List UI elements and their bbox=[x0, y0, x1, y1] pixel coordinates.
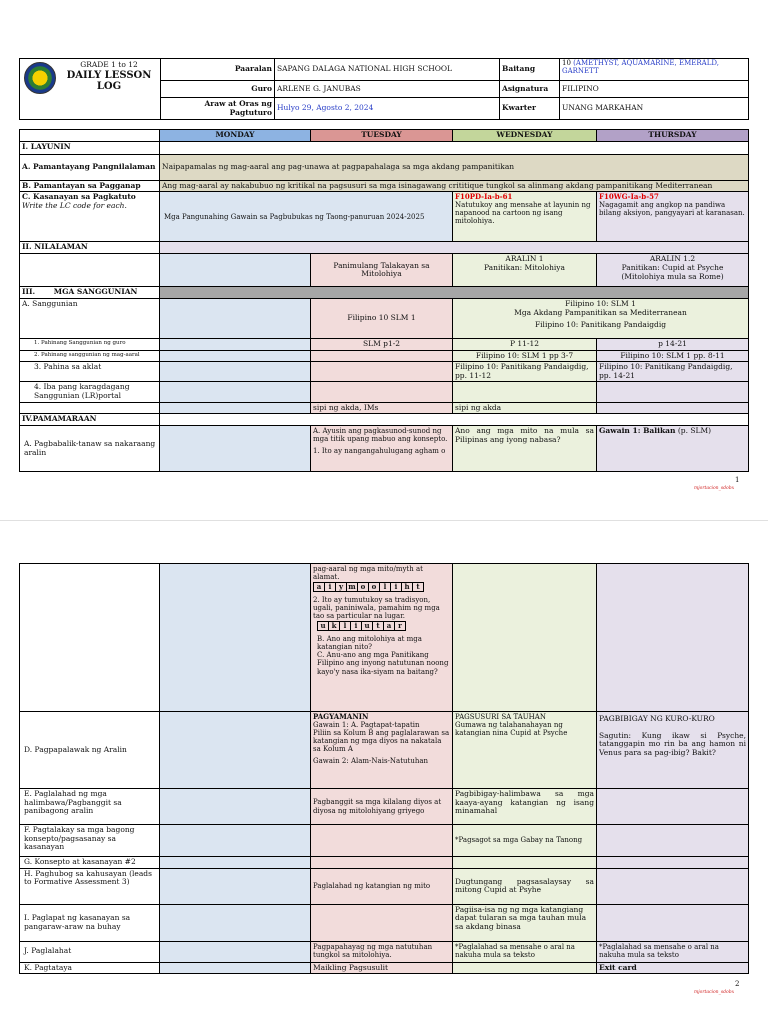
kasanayan-sub: Write the LC code for each. bbox=[22, 200, 127, 210]
araw-label-1: Araw at Oras ng bbox=[204, 99, 272, 109]
h-wed: Dugtungang pagsasalaysay sa mitong Cupid at Psyhe bbox=[453, 868, 597, 904]
cont-2: 2. Ito ay tumutukoy sa tradisyon, ugali, paniniwala, pamahim ng mga tao sa particular na lugar. bbox=[313, 596, 440, 621]
scramble2-letter-box: i bbox=[351, 622, 362, 631]
iba-label: 4. Iba pang karagdagang Sanggunian (LR)portal bbox=[20, 382, 160, 402]
k-tue: Maikling Pagsusulit bbox=[311, 962, 453, 974]
aralin-1: ARALIN 1 bbox=[505, 254, 544, 264]
palawak-tue-1: Gawain 1: A. Pagtapat-tapatin bbox=[313, 721, 420, 730]
cont-b: B. Ano ang mitolohiya at mga katangian nito? bbox=[317, 635, 422, 652]
paaralan-label: Paaralan bbox=[161, 59, 275, 81]
scramble1-letter-box: i bbox=[391, 583, 402, 592]
aralin-1-2: ARALIN 1.2 bbox=[649, 254, 696, 264]
scramble1-letter-box: y bbox=[336, 583, 347, 592]
scrambled-letters-2 bbox=[317, 621, 406, 631]
pahina-mag-wed: Filipino 10: SLM 1 pp 3-7 bbox=[453, 350, 597, 362]
scramble2-letter-box: u bbox=[362, 622, 373, 631]
balik-tue-2: 1. Ito ay nangangahulugang agham o bbox=[313, 447, 446, 456]
scramble1-letter-box: m bbox=[348, 582, 356, 592]
baitang-sections: (AMETHYST, AQUAMARINE, EMERALD, GARNETT bbox=[562, 59, 719, 75]
cont-c: C. Anu-ano ang mga Panitikang Filipino ang inyong natutunan noong kayo'y nasa ika-siyam na baitang? bbox=[317, 651, 449, 676]
sipi-wed: sipi ng akda bbox=[453, 402, 597, 414]
kwarter-label: Kwarter bbox=[500, 98, 560, 120]
palawak-tue bbox=[311, 712, 453, 789]
g-label: G. Konsepto at kasanayan #2 bbox=[20, 857, 160, 869]
nilalaman-wed bbox=[453, 254, 597, 287]
dll-title-2: LOG bbox=[96, 81, 122, 93]
page-number-1: 1 bbox=[735, 476, 740, 484]
f-label: F. Pagtalakay sa mga bagong konsepto/pagsasanay sa kasanayan bbox=[20, 825, 160, 857]
j-wed: *Paglalahad sa mensahe o aral na nakuha mula sa teksto bbox=[453, 941, 597, 962]
scramble2-letter-box: l bbox=[340, 622, 351, 631]
day-header-tuesday: TUESDAY bbox=[311, 130, 453, 142]
pahina-guro-thu: p 14-21 bbox=[597, 338, 749, 350]
j-thu: *Paglalahad sa mensahe o aral na nakuha mula sa teksto bbox=[597, 941, 749, 962]
sang-line-2: Mga Akdang Pampanitikan sa Mediterranean bbox=[514, 307, 687, 317]
scrambled-letters-1 bbox=[313, 582, 424, 592]
araw-value: Hulyo 29, Agosto 2, 2024 bbox=[275, 98, 500, 120]
f-wed: *Pagsagot sa mga Gabay na Tanong bbox=[453, 825, 597, 857]
grade-label: GRADE 1 to 12 bbox=[80, 60, 138, 69]
palawak-tue-2: Piliin sa Kolum B ang paglalarawan sa katangian ng mga diyos na nakatala sa Kolum A bbox=[313, 729, 450, 754]
day-header-thursday: THURSDAY bbox=[597, 130, 749, 142]
balik-thu bbox=[597, 426, 749, 472]
kasanayan-mon-tue: Mga Pangunahing Gawain sa Pagbubukas ng Taong-panuruan 2024-2025 bbox=[160, 192, 453, 242]
scramble2-letter-box: u bbox=[318, 622, 329, 631]
pamantayan-pagganap-label: B. Pamantayan sa Pagganap bbox=[20, 180, 160, 192]
j-tue: Pagpapahayag ng mga natutuhan tungkol sa mitolohiya. bbox=[311, 941, 453, 962]
scramble1-letter-box: o bbox=[369, 583, 380, 592]
sanggunian-wed-thu bbox=[453, 298, 749, 338]
aklat-wed: Filipino 10: Panitikang Pandaigdig, pp. 11-12 bbox=[453, 362, 597, 382]
sanggunian-a-label: A. Sanggunian bbox=[20, 298, 160, 338]
lesson-table-page1 bbox=[19, 129, 749, 472]
pahina-mag-thu: Filipino 10: SLM 1 pp. 8-11 bbox=[597, 350, 749, 362]
page-tag-1: mjortacion_sdobx bbox=[694, 486, 735, 491]
pahina-guro-wed: P 11-12 bbox=[453, 338, 597, 350]
i-label: I. Paglapat ng kasanayan sa pangaraw-araw na buhay bbox=[20, 904, 160, 941]
pagyamanin: PAGYAMANIN bbox=[313, 712, 369, 721]
layunin-heading: I. LAYUNIN bbox=[20, 141, 160, 154]
balik-thu-ref: (p. SLM) bbox=[675, 426, 712, 436]
pahina-mag-label: 2. Pahinang sanggunian ng mag-aaral bbox=[20, 350, 160, 362]
scramble1-letter-box: h bbox=[402, 583, 413, 592]
cont-1: pag-aaral ng mga mito/myth at alamat. bbox=[313, 565, 423, 582]
balik-thu-bold: Gawain 1: Balikan bbox=[599, 426, 676, 436]
scramble2-letter-box: t bbox=[373, 622, 384, 631]
scramble1-letter-box: t bbox=[413, 583, 424, 592]
paaralan-value: SAPANG DALAGA NATIONAL HIGH SCHOOL bbox=[275, 59, 500, 81]
kasanayan-label: C. Kasanayan sa Pagkatuto bbox=[22, 192, 136, 202]
pahina-guro-tue: SLM p1-2 bbox=[311, 338, 453, 350]
e-label: E. Paglalahad ng mga halimbawa/Pagbanggit sa panibagong aralin bbox=[20, 789, 160, 825]
sanggunian-text: MGA SANGGUNIAN bbox=[53, 287, 138, 297]
panitikan-cupid: Panitikan: Cupid at Psyche bbox=[621, 262, 724, 272]
kwarter-value: UNANG MARKAHAN bbox=[560, 98, 749, 120]
pamamaraan-heading: IV.PAMAMARAAN bbox=[20, 414, 160, 426]
nilalaman-heading: II. NILALAMAN bbox=[20, 242, 160, 254]
day-header-monday: MONDAY bbox=[160, 130, 311, 142]
lc-text-thu: Nagagamit ang angkop na pandiwa bilang aksiyon, pangyayari at karanasan. bbox=[599, 201, 745, 218]
balik-wed: Ano ang mga mito na mula sa Pilipinas ang iyong nabasa? bbox=[453, 426, 597, 472]
k-label: K. Pagtataya bbox=[20, 962, 160, 974]
pamantayan-pagganap-value: Ang mag-aaral ay nakabubuo ng kritikal na pagsusuri sa mga isinagawang crititique tungkol sa alinmang akdang pampanitikang Mediterranean bbox=[160, 180, 749, 192]
asignatura-value: FILIPINO bbox=[560, 81, 749, 98]
lc-code-wed: F10PD-Ia-b-61 bbox=[455, 192, 513, 202]
baitang-label: Baitang bbox=[500, 59, 560, 81]
h-label: H. Paghubog sa kahusayan (leads to Formative Assessment 3) bbox=[20, 868, 160, 904]
palawak-label: D. Pagpapalawak ng Aralin bbox=[20, 712, 160, 789]
page-number-2: 2 bbox=[735, 980, 740, 988]
kasanayan-thu bbox=[597, 192, 749, 242]
balik-tue bbox=[311, 426, 453, 472]
palawak-wed-1: PAGSUSURI SA TAUHAN bbox=[455, 713, 546, 721]
scramble2-letter-box: a bbox=[384, 622, 395, 631]
sanggunian-num: III. bbox=[22, 287, 36, 297]
j-label: J. Paglalahat bbox=[20, 941, 160, 962]
page-tag-2: mjortacion_sdobx bbox=[694, 990, 735, 995]
aklat-thu: Filipino 10: Panitikang Pandaigdig, pp. 14-21 bbox=[597, 362, 749, 382]
nilalaman-tue: Panimulang Talakayan sa Mitolohiya bbox=[311, 254, 453, 287]
h-tue: Paglalahad ng katangian ng mito bbox=[311, 868, 453, 904]
lc-code-thu: F10WG-Ia-b-57 bbox=[599, 192, 659, 202]
palawak-wed-2: Gumawa ng talahanahayan ng katangian nina Cupid at Psyche bbox=[455, 721, 568, 738]
lc-text-wed: Natutukoy ang mensahe at layunin ng napanood na cartoon ng isang mitolohiya. bbox=[455, 201, 591, 226]
k-thu: Exit card bbox=[597, 962, 749, 974]
lesson-table-page2 bbox=[19, 563, 749, 974]
page-1 bbox=[0, 0, 768, 500]
dll-title-1: DAILY LESSON bbox=[66, 69, 152, 81]
scramble1-letter-box: l bbox=[380, 583, 391, 592]
day-header-wednesday: WEDNESDAY bbox=[453, 130, 597, 142]
scramble2-letter-box: r bbox=[395, 622, 406, 631]
araw-label-2: Pagtuturo bbox=[229, 107, 272, 117]
palawak-thu bbox=[597, 712, 749, 789]
palawak-thu-2: Sagutin: Kung ikaw si Psyche, tatanggapin mo rin ba ang hamon ni Venus para sa pag-ibig? Bakit? bbox=[599, 730, 746, 757]
i-wed: Pagiisa-isa ng ng mga katangiang dapat tularan sa mga tauhan mula sa akdang binasa bbox=[453, 904, 597, 941]
kasanayan-cell bbox=[20, 192, 160, 242]
pahina-aklat-label: 3. Pahina sa aklat bbox=[20, 362, 160, 382]
scramble2-letter-box: k bbox=[329, 622, 340, 631]
e-tue: Pagbanggit sa mga kilalang diyos at diyosa ng mitolohiyang griyego bbox=[311, 789, 453, 825]
pamantayang-label: A. Pamantayang Pangnilalaman bbox=[20, 154, 160, 180]
balik-tue-1: A. Ayusin ang pagkasunod-sunod ng mga titik upang mabuo ang konsepto. bbox=[313, 427, 448, 444]
sipi-tue: sipi ng akda, IMs bbox=[311, 402, 453, 414]
nilalaman-thu bbox=[597, 254, 749, 287]
baitang-number: 10 bbox=[562, 59, 571, 67]
palawak-wed bbox=[453, 712, 597, 789]
page-2 bbox=[0, 520, 768, 1024]
scramble1-letter-box: i bbox=[325, 583, 336, 592]
araw-label bbox=[161, 98, 275, 120]
header-table bbox=[19, 58, 749, 120]
continuation-tue bbox=[311, 564, 453, 712]
pamantayang-value: Naipapamalas ng mag-aaral ang pag-unawa at pagpapahalaga sa mga akdang pampanitikan bbox=[160, 154, 749, 180]
asignatura-label: Asignatura bbox=[500, 81, 560, 98]
scramble1-letter-box: o bbox=[358, 583, 369, 592]
scramble1-letter-box: a bbox=[314, 583, 325, 592]
balik-label: A. Pagbabalik-tanaw sa nakaraang aralin bbox=[20, 426, 160, 472]
panitikan-mitolohiya: Panitikan: Mitolohiya bbox=[483, 262, 566, 272]
pahina-guro-label: 1. Pahinang Sanggunian ng guro bbox=[20, 338, 160, 350]
baitang-value bbox=[560, 59, 749, 81]
palawak-tue-3: Gawain 2: Alam-Nais-Natutuhan bbox=[313, 757, 429, 766]
mitolohiya-rome: (Mitolohiya mula sa Rome) bbox=[621, 271, 724, 281]
e-wed: Pagbibigay-halimbawa sa mga kaaya-ayang katangian ng isang minamahal bbox=[453, 789, 597, 825]
palawak-thu-1: PAGBIBIGAY NG KURO-KURO bbox=[599, 714, 715, 723]
sang-line-1: Filipino 10: SLM 1 bbox=[565, 298, 636, 308]
kasanayan-wed bbox=[453, 192, 597, 242]
sanggunian-heading bbox=[20, 287, 160, 299]
guro-value: ARLENE G. JANUBAS bbox=[275, 81, 500, 98]
sanggunian-tue: Filipino 10 SLM 1 bbox=[311, 298, 453, 338]
sang-line-3: Filipino 10: Panitikang Pandaigdig bbox=[534, 320, 667, 330]
guro-label: Guro bbox=[161, 81, 275, 98]
